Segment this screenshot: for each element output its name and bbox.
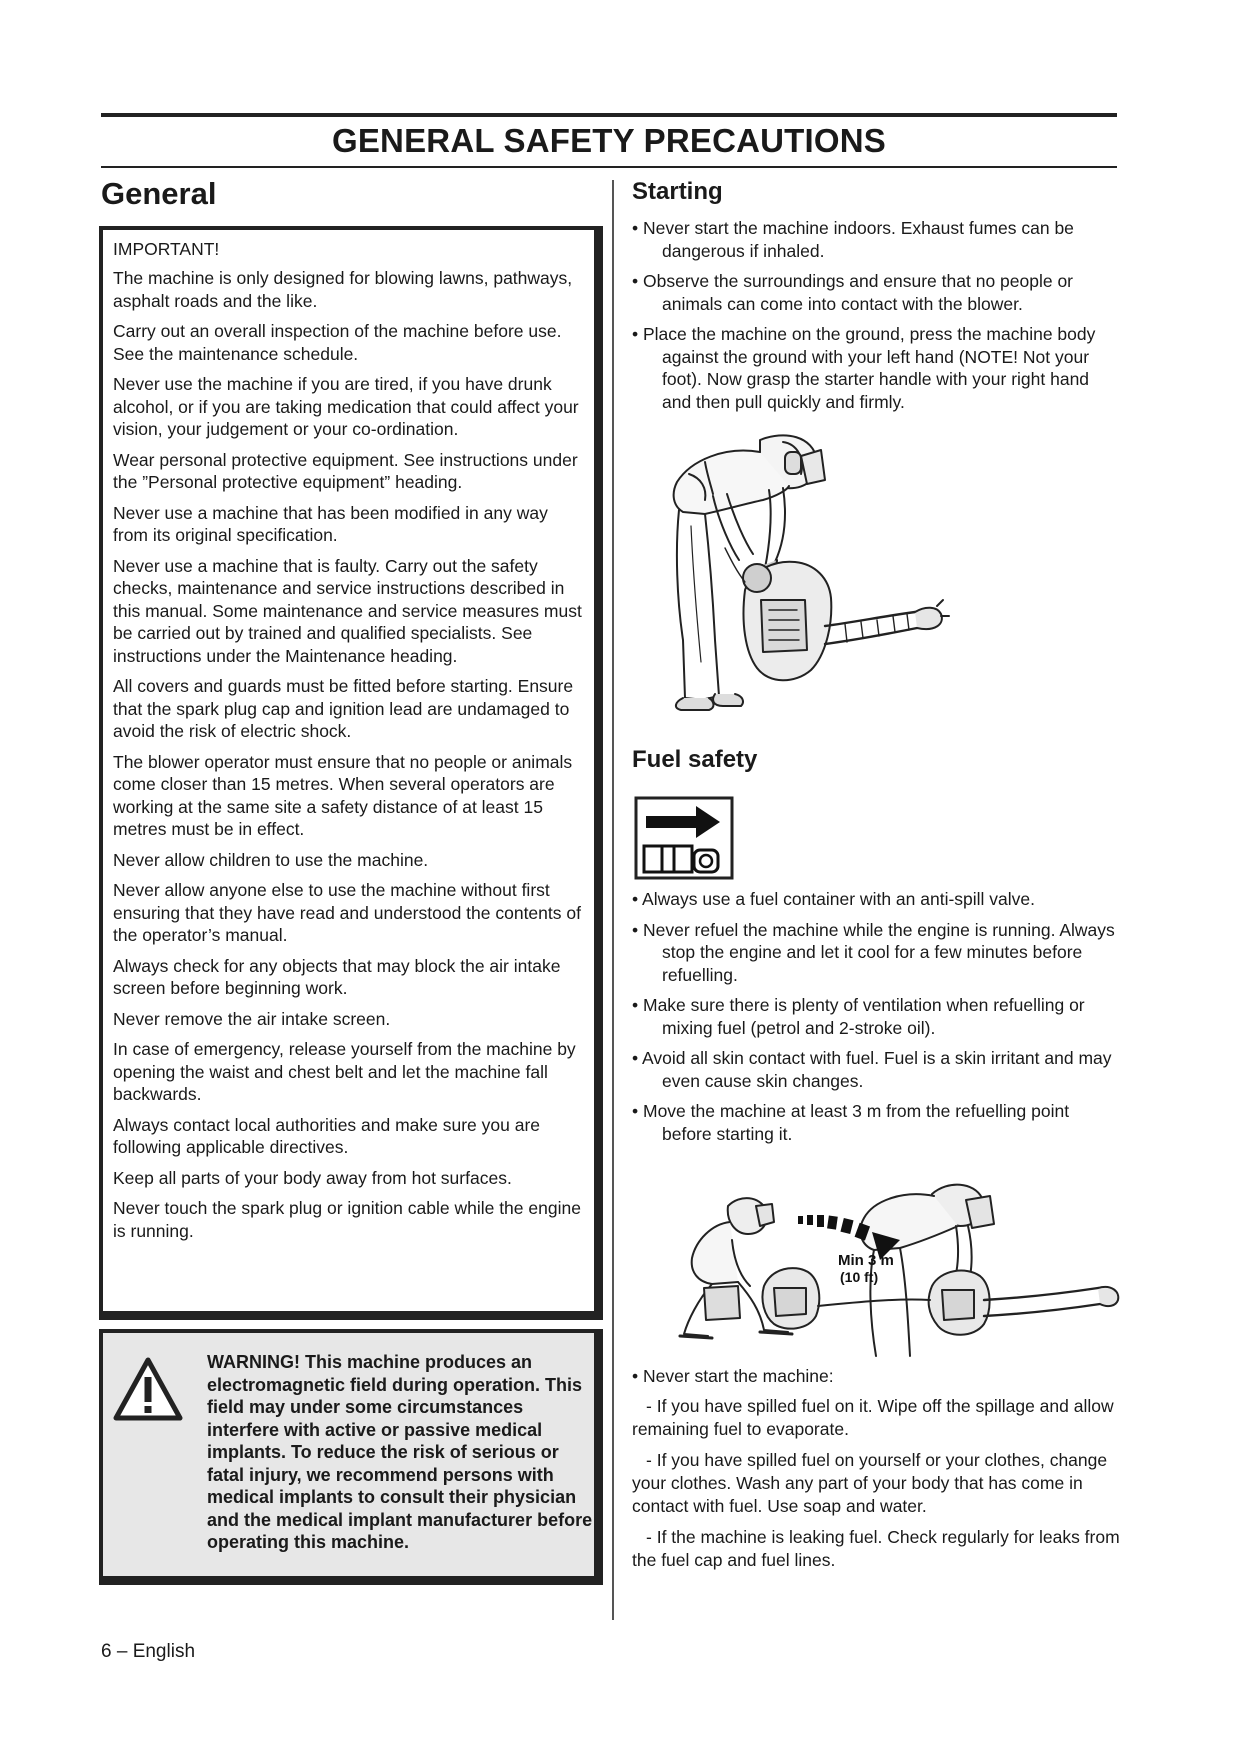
list-item: • Never start the machine indoors. Exhaust fumes can be dangerous if inhaled.: [632, 217, 1120, 262]
important-paragraph: Keep all parts of your body away from hot surfaces.: [113, 1167, 512, 1188]
title-rule-top: [101, 113, 1117, 117]
warning-box: [99, 1329, 603, 1585]
title-rule-bottom: [101, 166, 1117, 168]
important-paragraph: Never use a machine that has been modified in any way from its original specification.: [113, 502, 548, 545]
warning-triangle-icon: [113, 1357, 183, 1421]
refuel-distance-illustration: [668, 1160, 1124, 1360]
list-item: • Observe the surroundings and ensure that no people or animals can come into contact with the blower.: [632, 270, 1120, 315]
list-item: • Make sure there is plenty of ventilation when refuelling or mixing fuel (petrol and 2-stroke oil).: [632, 994, 1120, 1039]
refuel-move-away-icon: [634, 796, 734, 880]
starting-illustration: [665, 430, 965, 716]
distance-label-ft: (10 ft): [840, 1269, 879, 1285]
list-item: • Never start the machine:: [632, 1365, 1120, 1388]
list-item: • Place the machine on the ground, press the machine body against the ground with your left hand (NOTE! Not your foot). Now grasp the starter handle with your right hand and then pull quickly and firmly.: [632, 323, 1120, 413]
list-item: • Never refuel the machine while the engine is running. Always stop the engine and let it cool for a few minutes before refuelling.: [632, 919, 1120, 987]
fuel-safety-heading: Fuel safety: [632, 746, 758, 773]
list-item: - If the machine is leaking fuel. Check regularly for leaks from the fuel cap and fuel lines.: [632, 1526, 1120, 1572]
list-item: - If you have spilled fuel on yourself or your clothes, change your clothes. Wash any part of your body that has come in contact with fuel. Use soap and water.: [632, 1449, 1120, 1518]
important-paragraph: In case of emergency, release yourself from the machine by opening the waist and chest belt and let the machine fall backwards.: [113, 1039, 576, 1104]
fuel-safety-list: [632, 888, 1120, 1153]
important-paragraph: The machine is only designed for blowing lawns, pathways, asphalt roads and the like.: [113, 268, 573, 311]
important-paragraph: Never use the machine if you are tired, if you have drunk alcohol, or if you are taking medication that could affect your vision, your judgement or your co-ordination.: [113, 374, 579, 439]
important-paragraph: Never allow children to use the machine.: [113, 849, 429, 870]
list-item: • Move the machine at least 3 m from the refuelling point before starting it.: [632, 1100, 1120, 1145]
important-paragraph: Never use a machine that is faulty. Carry out the safety checks, maintenance and service instructions described in this manual. Some maintenance and service measures must be carried out by trained and qualified specialists. See instructions under the Maintenance heading.: [113, 555, 582, 666]
important-heading: IMPORTANT!: [113, 239, 220, 259]
important-box: [99, 226, 603, 1320]
starting-heading: Starting: [632, 178, 723, 205]
general-heading: General: [101, 176, 217, 211]
important-paragraph: Never touch the spark plug or ignition cable while the engine is running.: [113, 1198, 581, 1241]
never-start-conditions: [632, 1395, 1120, 1580]
important-paragraph: Always check for any objects that may block the air intake screen before beginning work.: [113, 955, 561, 998]
list-item: - If you have spilled fuel on it. Wipe off the spillage and allow remaining fuel to evaporate.: [632, 1395, 1120, 1441]
important-paragraph: The blower operator must ensure that no people or animals come closer than 15 metres. When several operators are working at the same site a safety distance of at least 15 metres must be in effect.: [113, 751, 573, 839]
list-item: • Always use a fuel container with an anti-spill valve.: [632, 888, 1120, 911]
never-start-list: [632, 1365, 1120, 1396]
column-divider: [612, 180, 614, 1620]
list-item: • Avoid all skin contact with fuel. Fuel is a skin irritant and may even cause skin changes.: [632, 1047, 1120, 1092]
important-paragraph: Wear personal protective equipment. See instructions under the ”Personal protective equipment” heading.: [113, 449, 578, 492]
important-paragraph: Never remove the air intake screen.: [113, 1008, 391, 1029]
distance-label-min: Min 3 m: [838, 1252, 894, 1269]
important-paragraph: All covers and guards must be fitted before starting. Ensure that the spark plug cap and ignition lead are undamaged to avoid the risk of electric shock.: [113, 676, 574, 741]
page-footer: 6 – English: [101, 1641, 196, 1662]
important-paragraph: Never allow anyone else to use the machine without first ensuring that they have read and understood the contents of the operator’s manual.: [113, 880, 581, 945]
important-paragraph: Carry out an overall inspection of the machine before use. See the maintenance schedule.: [113, 321, 562, 364]
important-paragraph: Always contact local authorities and make sure you are following applicable directives.: [113, 1114, 541, 1157]
starting-list: [632, 217, 1120, 421]
page-title: GENERAL SAFETY PRECAUTIONS: [331, 122, 887, 159]
warning-text: WARNING! This machine produces an electromagnetic field during operation. This field may under some circumstances interfere with active or passive medical implants. To reduce the risk of serious or fatal injury, we recommend persons with medical implants to consult their physician and the medical implant manufacturer before operating this machine.: [207, 1352, 593, 1552]
